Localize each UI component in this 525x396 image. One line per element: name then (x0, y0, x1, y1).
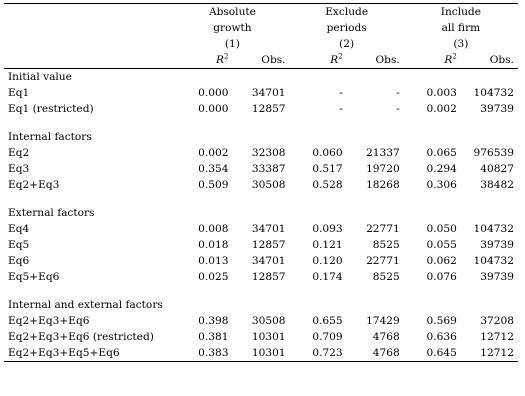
obs-value: 34701 (251, 255, 286, 267)
obs-value: 34701 (251, 87, 286, 99)
obs-value: 22771 (366, 223, 400, 235)
obs-value: 32308 (251, 147, 286, 159)
table-row (4, 161, 518, 177)
col-group-1-number: (1) (224, 38, 240, 50)
obs-value: 33387 (251, 163, 286, 175)
obs-value: 976539 (473, 147, 514, 159)
row-label: Eq2+Eq3+Eq6 (restricted) (8, 331, 154, 343)
obs-value: 4768 (347, 345, 404, 362)
spacer-cell (4, 117, 518, 129)
col-group-2-line2: periods (326, 22, 367, 34)
table-row (4, 221, 518, 237)
obs-value: 19720 (366, 163, 400, 175)
obs-value: 21337 (366, 147, 400, 159)
obs-value: 30508 (251, 179, 286, 191)
r2-header (404, 52, 461, 69)
r2-value: 0.645 (404, 345, 461, 362)
obs-value: 10301 (232, 345, 289, 362)
obs-value: 8525 (372, 271, 400, 283)
r2-value: 0.174 (312, 271, 343, 283)
header-blank (4, 36, 175, 52)
obs-value: 18268 (366, 179, 400, 191)
r2-value: 0.093 (312, 223, 343, 235)
col-group-2-number: (2) (339, 38, 355, 50)
section-title: Internal factors (8, 131, 92, 143)
row-label: Eq6 (8, 255, 30, 267)
obs-value: 12857 (251, 271, 286, 283)
obs-value: 104732 (473, 223, 514, 235)
r2-value: 0.655 (312, 315, 343, 327)
r2-value: 0.065 (426, 147, 457, 159)
table-row (4, 101, 518, 117)
obs-value: 39739 (480, 103, 514, 115)
col-group-2-line1: Exclude (290, 4, 404, 21)
section-title-row (4, 69, 518, 86)
obs-value: 40827 (480, 163, 514, 175)
section-title-row (4, 205, 518, 221)
r2-value: 0.723 (290, 345, 347, 362)
row-label: Eq3 (8, 163, 30, 175)
r2-value: 0.055 (426, 239, 457, 251)
col-group-3-line1: Include (404, 4, 518, 21)
row-label: Eq4 (8, 223, 30, 235)
r2-value: 0.528 (312, 179, 343, 191)
r2-value: 0.008 (198, 223, 229, 235)
header-blank (4, 52, 175, 69)
header-row-3 (4, 36, 518, 52)
obs-value: 8525 (372, 239, 400, 251)
r2-value: 0.002 (426, 103, 457, 115)
r2-value: 0.354 (198, 163, 229, 175)
obs-value: - (396, 87, 400, 99)
table-row (4, 85, 518, 101)
row-label: Eq2 (8, 147, 30, 159)
col-group-1-line2: growth (213, 22, 252, 34)
r2-value: 0.709 (312, 331, 343, 343)
section-spacer (4, 285, 518, 297)
r2-value: 0.000 (198, 103, 229, 115)
table-body (4, 4, 518, 362)
r2-value: 0.517 (312, 163, 343, 175)
r2-value: - (339, 103, 343, 115)
obs-value: 12712 (461, 345, 518, 362)
r2-symbol: R (330, 54, 339, 66)
r2-value: 0.306 (426, 179, 457, 191)
r2-header (175, 52, 232, 69)
r2-value: 0.383 (175, 345, 232, 362)
obs-value: 38482 (480, 179, 514, 191)
section-spacer (4, 117, 518, 129)
r2-value: 0.000 (198, 87, 229, 99)
spacer-cell (4, 193, 518, 205)
obs-value: 39739 (480, 239, 514, 251)
obs-value: - (396, 103, 400, 115)
row-label: Eq1 (restricted) (8, 103, 94, 115)
obs-value: 104732 (473, 87, 514, 99)
section-title: Initial value (8, 71, 72, 83)
obs-header: Obs. (232, 52, 289, 69)
table-row (4, 345, 518, 362)
r2-value: 0.018 (198, 239, 229, 251)
r2-value: 0.060 (312, 147, 343, 159)
r2-superscript: 2 (452, 52, 457, 61)
obs-header: Obs. (461, 52, 518, 69)
r2-value: 0.121 (312, 239, 343, 251)
header-row-2 (4, 20, 518, 36)
obs-value: 17429 (366, 315, 400, 327)
table-row (4, 329, 518, 345)
section-title-row (4, 129, 518, 145)
table-row (4, 145, 518, 161)
obs-value: 12712 (480, 331, 514, 343)
r2-value: 0.062 (426, 255, 457, 267)
header-row-1 (4, 4, 518, 21)
regression-results-table (4, 3, 518, 362)
header-blank (4, 4, 175, 21)
section-title-row (4, 297, 518, 313)
r2-value: 0.120 (312, 255, 343, 267)
row-label: Eq5 (8, 239, 30, 251)
row-label: Eq2+Eq3+Eq6 (8, 315, 90, 327)
r2-value: 0.636 (426, 331, 457, 343)
r2-superscript: 2 (223, 52, 229, 61)
section-title: External factors (8, 207, 95, 219)
col-group-1-line1: Absolute (175, 4, 289, 21)
row-label: Eq2+Eq3+Eq5+Eq6 (4, 345, 175, 362)
r2-value: 0.398 (198, 315, 229, 327)
table-row (4, 313, 518, 329)
r2-value: 0.569 (426, 315, 457, 327)
obs-value: 4768 (372, 331, 400, 343)
obs-value: 37208 (480, 315, 514, 327)
row-label: Eq2+Eq3 (8, 179, 60, 191)
r2-value: 0.076 (426, 271, 457, 283)
row-label: Eq1 (8, 87, 30, 99)
spacer-cell (4, 285, 518, 297)
table-row (4, 269, 518, 285)
col-group-3-line2: all firm (441, 22, 481, 34)
r2-symbol: R (215, 54, 224, 66)
r2-value: 0.050 (426, 223, 457, 235)
row-label: Eq5+Eq6 (8, 271, 60, 283)
obs-value: 39739 (480, 271, 514, 283)
subheader-row (4, 52, 518, 69)
obs-value: 22771 (366, 255, 400, 267)
header-blank (4, 20, 175, 36)
r2-value: 0.003 (426, 87, 457, 99)
r2-value: 0.025 (198, 271, 229, 283)
r2-value: 0.381 (198, 331, 229, 343)
obs-value: 104732 (473, 255, 514, 267)
r2-value: 0.013 (198, 255, 229, 267)
obs-value: 10301 (251, 331, 286, 343)
r2-superscript: 2 (338, 52, 343, 61)
table-row (4, 253, 518, 269)
section-title: Internal and external factors (8, 299, 163, 311)
r2-header (290, 52, 347, 69)
obs-value: 34701 (251, 223, 286, 235)
obs-header: Obs. (347, 52, 404, 69)
r2-value: - (339, 87, 343, 99)
r2-symbol: R (444, 54, 453, 66)
obs-value: 30508 (251, 315, 286, 327)
r2-value: 0.002 (198, 147, 229, 159)
table-row (4, 177, 518, 193)
section-spacer (4, 193, 518, 205)
r2-value: 0.509 (198, 179, 229, 191)
col-group-3-number: (3) (453, 38, 469, 50)
obs-value: 12857 (251, 103, 286, 115)
table-row (4, 237, 518, 253)
r2-value: 0.294 (426, 163, 457, 175)
obs-value: 12857 (251, 239, 286, 251)
